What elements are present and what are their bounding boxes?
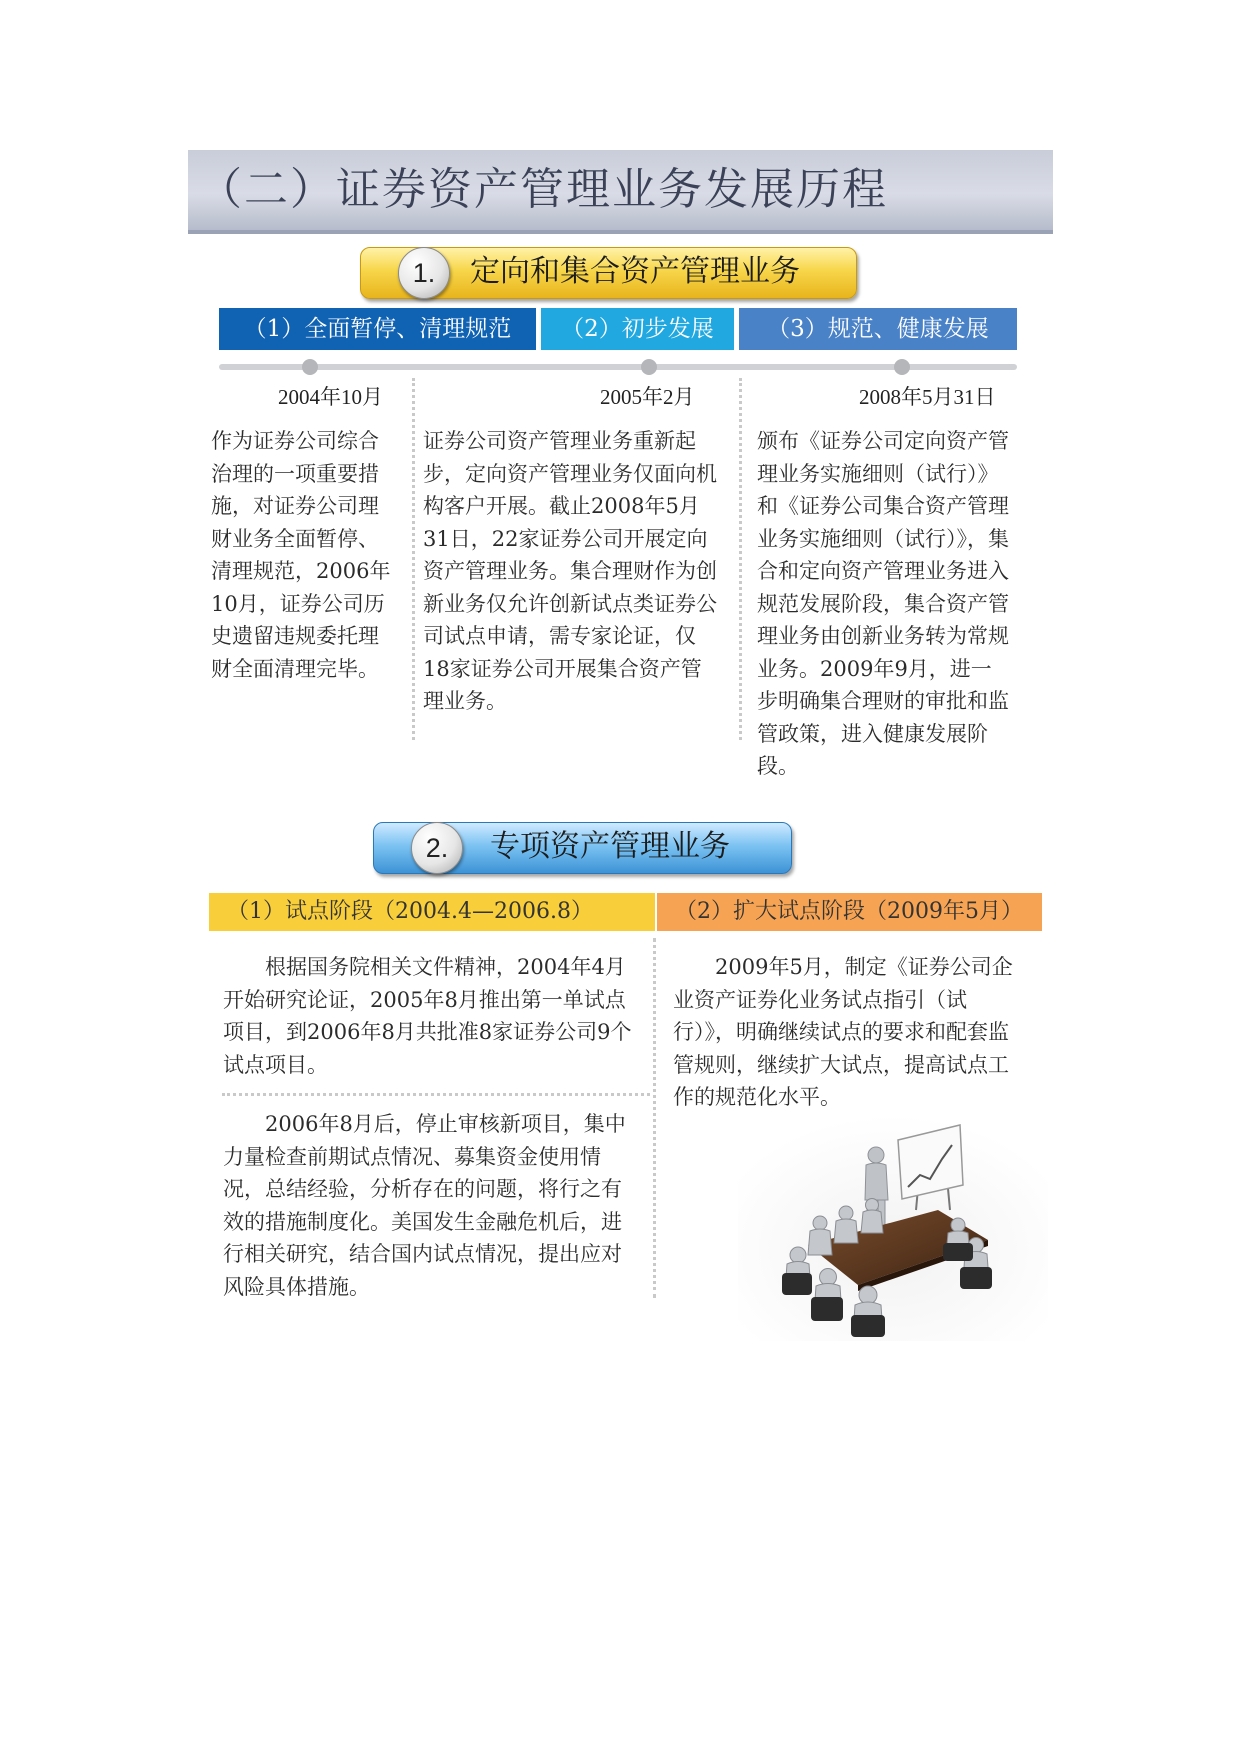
column-divider (739, 378, 742, 740)
phase-tab-2: （2）扩大试点阶段（2009年5月） (657, 893, 1042, 931)
section2-title: 专项资产管理业务 (490, 829, 730, 864)
column-divider (412, 378, 415, 740)
phase-tab-1: （1）试点阶段（2004.4—2006.8） (209, 893, 655, 931)
stage-text-3: 颁布《证券公司定向资产管理业务实施细则（试行）》和《证券公司集合资产管理业务实施细则（试行）》，集合和定向资产管理业务进入规范发展阶段，集合资产管理业务由创新业务转为常规业务。2009年9月，进一步明确集合理财的审批和监管政策，进入健康发展阶段。 (757, 429, 1009, 778)
stage-text-1: 作为证券公司综合治理的一项重要措施，对证券公司理财业务全面暂停、清理规范，2006年10月，证券公司历史遗留违规委托理财全面清理完毕。 (211, 429, 391, 681)
phase1-paragraph-2: 2006年8月后，停止审核新项目，集中力量检查前期试点情况、募集资金使用情况，总结经验，分析存在的问题，将行之有效的措施制度化。美国发生金融危机后，进行相关研究，结合国内试点情况，提出应对风险具体措施。 (223, 1112, 626, 1299)
stage-date-3: 2008年5月31日 (859, 385, 996, 409)
page-title: （二）证券资产管理业务发展历程 (198, 164, 888, 215)
stage-tab-3: （3）规范、健康发展 (739, 308, 1017, 350)
meeting-illustration (738, 1115, 1048, 1341)
section1-number-badge: 1. (398, 247, 450, 299)
stage-date-1: 2004年10月 (278, 385, 383, 409)
column-divider (653, 938, 656, 1298)
row-divider (222, 1093, 650, 1096)
stage-tab-2: （2）初步发展 (541, 308, 734, 350)
stage-date-2: 2005年2月 (600, 385, 695, 409)
timeline-dot (302, 359, 318, 375)
stage-tab-1: （1）全面暂停、清理规范 (219, 308, 536, 350)
timeline-dot (894, 359, 910, 375)
phase1-paragraph-1: 根据国务院相关文件精神，2004年4月开始研究论证，2005年8月推出第一单试点项目，到2006年8月共批准8家证券公司9个试点项目。 (223, 955, 632, 1077)
timeline-dot (641, 359, 657, 375)
stage-text-2: 证券公司资产管理业务重新起步，定向资产管理业务仅面向机构客户开展。截止2008年5月31日，22家证券公司开展定向资产管理业务。集合理财作为创新业务仅允许创新试点类证券公司试点申请，需专家论证，仅18家证券公司开展集合资产管理业务。 (423, 429, 717, 713)
phase2-paragraph: 2009年5月，制定《证券公司企业资产证券化业务试点指引（试行）》，明确继续试点的要求和配套监管规则，继续扩大试点，提高试点工作的规范化水平。 (673, 955, 1013, 1109)
section2-number-badge: 2. (411, 822, 463, 874)
section1-title: 定向和集合资产管理业务 (470, 254, 800, 289)
